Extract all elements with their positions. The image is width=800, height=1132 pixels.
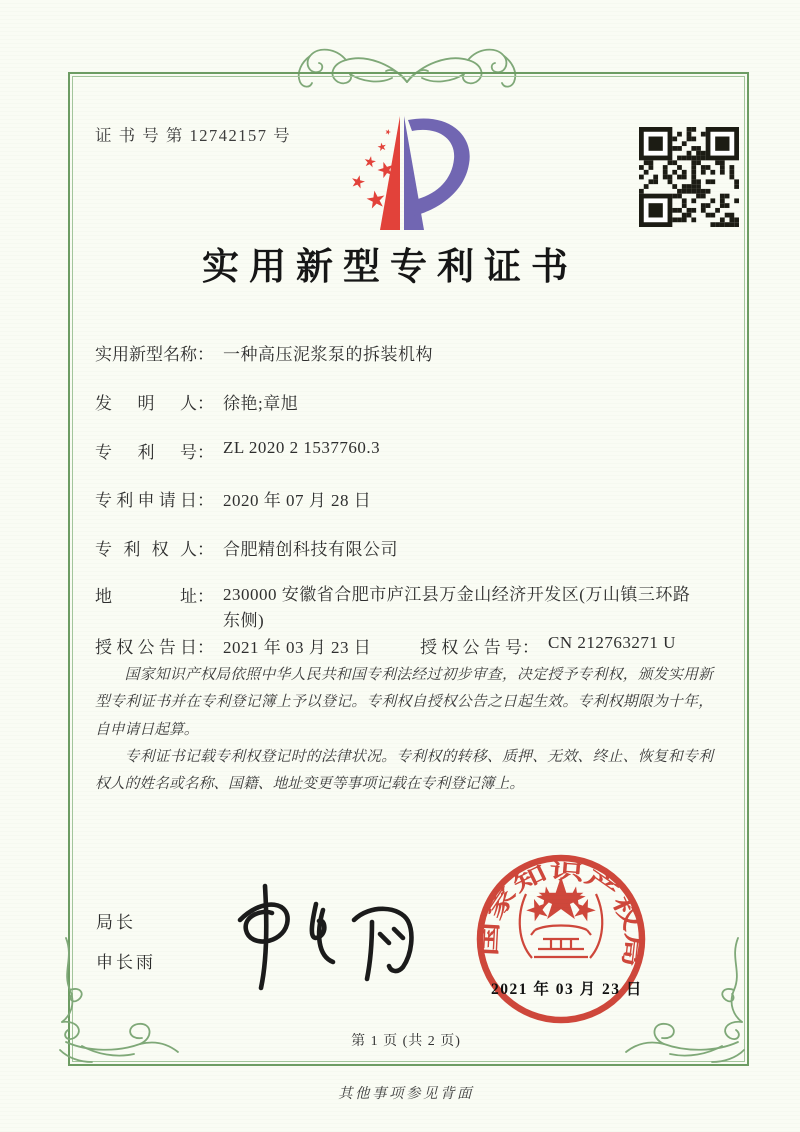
legal-text-block [95, 662, 713, 799]
director-name: 申长雨 [96, 953, 156, 972]
field-label: 授权公告号 [420, 638, 522, 657]
field-label: 发明人 [95, 394, 197, 413]
field-label: 实用新型名称 [95, 345, 197, 364]
cnipa-logo [330, 110, 480, 234]
field-colon: ： [197, 491, 214, 510]
field-colon: ： [522, 638, 539, 657]
field-colon: ： [197, 540, 214, 559]
seal-ring-text-holder [477, 859, 645, 969]
field-label: 授权公告日 [95, 638, 197, 657]
field-row-inventors [95, 389, 298, 414]
field-value: ZL 2020 2 1537760.3 [223, 438, 381, 457]
seal-ring-text: 国家知识产权局 [477, 858, 646, 957]
field-label: 专利申请日 [95, 491, 197, 510]
director-title: 局长 [96, 913, 136, 932]
field-row-patentee [95, 535, 398, 560]
grant-date-value: 2021 年 03 月 23 日 [223, 638, 372, 657]
field-value: 合肥精创科技有限公司 [223, 540, 398, 559]
back-side-note: 其他事项参见背面 [338, 1086, 474, 1102]
director-handwritten-signature [212, 880, 427, 995]
field-colon: ： [197, 345, 214, 364]
field-value: 2020 年 07 月 28 日 [223, 491, 372, 510]
seal-date: 2021 年 03 月 23 日 [491, 981, 643, 998]
page-number: 第 1 页 (共 2 页) [351, 1034, 461, 1049]
certificate-number: 证 书 号 第 12742157 号 [95, 126, 292, 145]
field-colon: ： [197, 587, 214, 606]
qr-code [639, 127, 739, 227]
legal-paragraph-2: 专利证书记载专利权登记时的法律状况。专利权的转移、质押、无效、终止、恢复和专利权人的姓名或名称、国籍、地址变更等事项记载在专利登记簿上。 [95, 749, 713, 793]
field-value: 230000 安徽省合肥市庐江县万金山经济开发区(万山镇三环路东侧) [223, 585, 691, 631]
field-colon: ： [197, 443, 214, 462]
field-label: 地址 [95, 587, 197, 606]
field-row-patent-number [95, 438, 380, 463]
field-value: 徐艳;章旭 [223, 394, 299, 413]
field-row-grant [95, 633, 713, 658]
field-label: 专利号 [95, 443, 197, 462]
field-colon: ： [197, 394, 214, 413]
seal-national-emblem [520, 891, 603, 958]
field-row-utility-model-name [95, 340, 433, 365]
field-label: 专利权人 [95, 540, 197, 559]
field-row-address [95, 582, 693, 635]
legal-paragraph-1: 国家知识产权局依照中华人民共和国专利法经过初步审查，决定授予专利权，颁发实用新型专利证书并在专利登记簿上予以登记。专利权自授权公告之日起生效。专利权期限为十年，自申请日起算。 [95, 667, 713, 738]
grant-number-value: CN 212763271 U [548, 633, 676, 652]
grant-number-pair [420, 633, 676, 658]
official-red-seal [472, 850, 650, 1028]
field-colon: ： [197, 638, 214, 657]
field-value: 一种高压泥浆泵的拆装机构 [223, 345, 433, 364]
certificate-title: 实用新型专利证书 [202, 247, 578, 288]
field-row-filing-date [95, 486, 371, 511]
